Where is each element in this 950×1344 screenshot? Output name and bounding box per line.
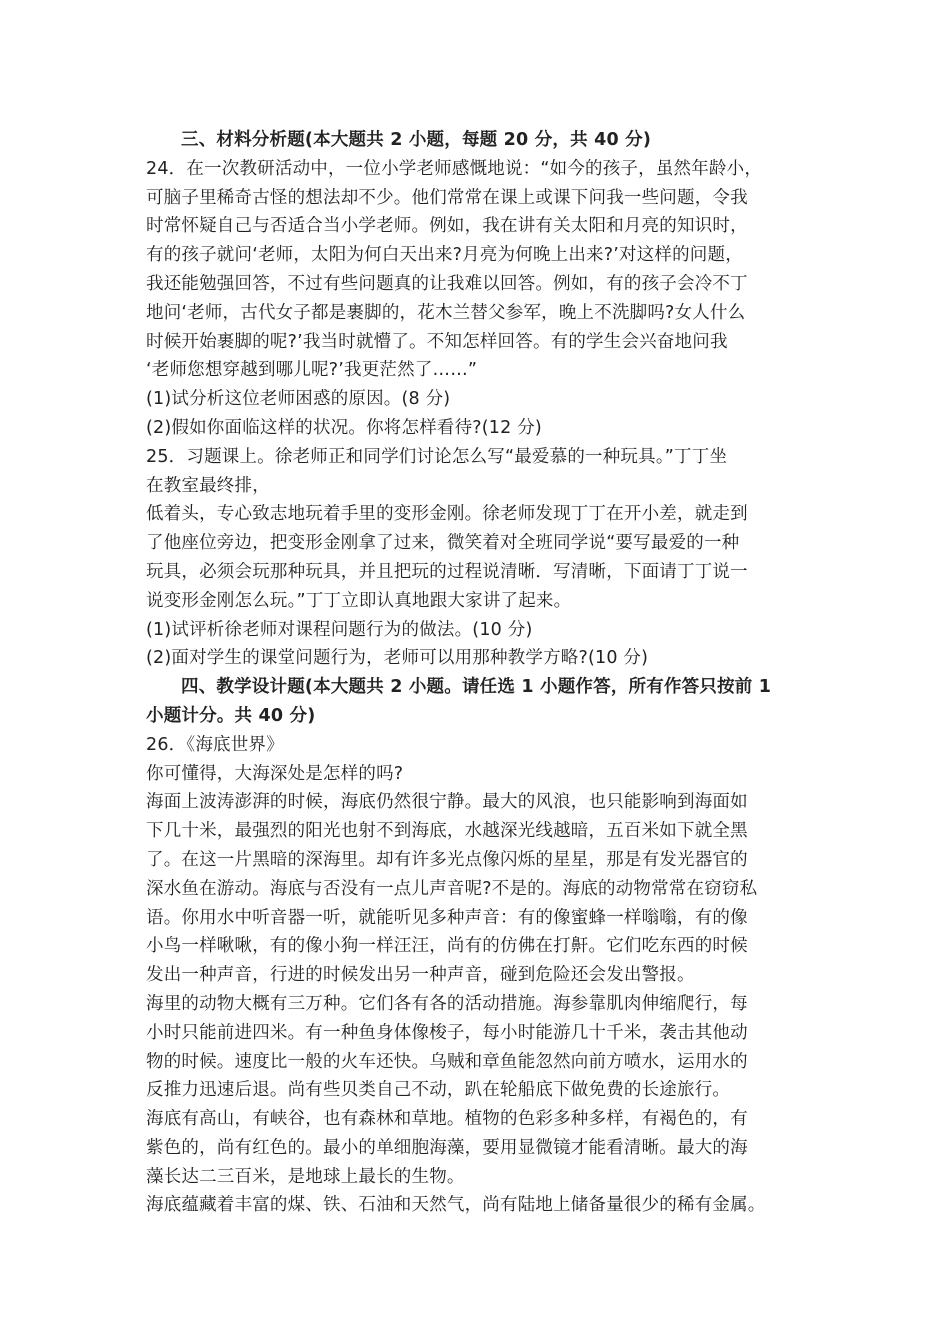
- section-4-heading-cont: 小题计分。共 40 分): [146, 705, 316, 726]
- q26-line: 小时只能前进四米。有一种鱼身体像梭子，每小时能游几十千米，袭击其他动: [146, 1022, 748, 1043]
- q26-line: 你可懂得，大海深处是怎样的吗?: [146, 763, 404, 784]
- q24-line: 可脑子里稀奇古怪的想法却不少。他们常常在课上或课下问我一些问题，令我: [146, 187, 748, 208]
- q25-subquestion-1: (1)试评析徐老师对课程问题行为的做法。(10 分): [146, 619, 533, 640]
- q25-line: 了他座位旁边，把变形金刚拿了过来，微笑着对全班同学说“要写最爱的一种: [146, 533, 740, 554]
- q26-line: 发出一种声音，行进的时候发出另一种声音，碰到危险还会发出警报。: [146, 965, 695, 986]
- question-26: [146, 731, 814, 1221]
- q26-line: 反推力迅速后退。尚有些贝类自己不动，趴在轮船底下做免费的长途旅行。: [146, 1080, 731, 1101]
- q24-line: ‘老师您想穿越到哪儿呢?’我更茫然了……”: [146, 360, 478, 381]
- q26-line: 海里的动物大概有三万种。它们各有各的活动措施。海参靠肌肉伸缩爬行，每: [146, 993, 748, 1014]
- q26-line: 下几十米，最强烈的阳光也射不到海底，水越深光线越暗，五百米如下就全黑: [146, 821, 748, 842]
- q25-line: 低着头，专心致志地玩着手里的变形金刚。徐老师发现丁丁在开小差，就走到: [146, 504, 748, 525]
- q26-line: 物的时候。速度比一般的火车还快。乌贼和章鱼能忽然向前方喷水，运用水的: [146, 1051, 748, 1072]
- q26-line: 海面上波涛澎湃的时候，海底仍然很宁静。最大的风浪，也只能影响到海面如: [146, 792, 748, 813]
- q26-line: 紫色的，尚有红色的。最小的单细胞海藻，要用显微镜才能看清晰。最大的海: [146, 1137, 748, 1158]
- q24-line: 时常怀疑自己与否适合当小学老师。例如，我在讲有关太阳和月亮的知识时，: [146, 216, 748, 237]
- q25-line: 说变形金刚怎么玩。”丁丁立即认真地跟大家讲了起来。: [146, 590, 572, 611]
- q25-line: 25．习题课上。徐老师正和同学们讨论怎么写“最爱慕的一种玩具。”丁丁坐: [146, 446, 728, 467]
- q26-line: 深水鱼在游动。海底与否没有一点儿声音呢?不是的。海底的动物常常在窃窃私: [146, 878, 758, 899]
- q26-line: 藻长达二三百米，是地球上最长的生物。: [146, 1166, 465, 1187]
- q26-line: 小鸟一样啾啾，有的像小狗一样汪汪，尚有的仿佛在打鼾。它们吃东西的时候: [146, 936, 748, 957]
- q24-line: 时候开始裹脚的呢?’我当时就懵了。不知怎样回答。有的学生会兴奋地问我: [146, 331, 728, 352]
- q24-line: 地问‘老师，古代女子都是裹脚的，花木兰替父参军，晚上不洗脚吗?女人什么: [146, 302, 746, 323]
- q26-line: 海底蕴藏着丰富的煤、铁、石油和天然气，尚有陆地上储备量很少的稀有金属。: [146, 1195, 766, 1216]
- q26-line: 语。你用水中听音器一听，就能听见多种声音：有的像蜜蜂一样嗡嗡，有的像: [146, 907, 748, 928]
- q24-subquestion-2: (2)假如你面临这样的状况。你将怎样看待?(12 分): [146, 417, 542, 438]
- document-page: [146, 126, 814, 1220]
- q26-line: 了。在这一片黑暗的深海里。却有许多光点像闪烁的星星，那是有发光器官的: [146, 849, 748, 870]
- q25-line: 玩具，必须会玩那种玩具，并且把玩的过程说清晰．写清晰，下面请丁丁说一: [146, 561, 748, 582]
- q24-line: 我还能勉强回答，不过有些问题真的让我难以回答。例如，有的孩子会冷不丁: [146, 273, 748, 294]
- question-25: [146, 443, 814, 673]
- q25-line: 在教室最终排，: [146, 475, 270, 496]
- q24-line: 24．在一次教研活动中，一位小学老师感慨地说：“如今的孩子，虽然年龄小，: [146, 158, 763, 179]
- q26-line: 海底有高山，有峡谷，也有森林和草地。植物的色彩多种多样，有褐色的，有: [146, 1109, 748, 1130]
- question-24: [146, 155, 814, 443]
- q24-line: 有的孩子就问‘老师，太阳为何白天出来?月亮为何晚上出来?’对这样的问题，: [146, 245, 743, 266]
- section-3-heading: 三、材料分析题(本大题共 2 小题，每题 20 分，共 40 分): [181, 130, 652, 150]
- q26-title: 26．《海底世界》: [146, 734, 284, 755]
- section-4-heading: 四、教学设计题(本大题共 2 小题。请任选 1 小题作答，所有作答只按前 1: [181, 677, 772, 698]
- q24-subquestion-1: (1)试分析这位老师困惑的原因。(8 分): [146, 389, 451, 410]
- q25-subquestion-2: (2)面对学生的课堂问题行为，老师可以用那种教学方略?(10 分): [146, 648, 649, 669]
